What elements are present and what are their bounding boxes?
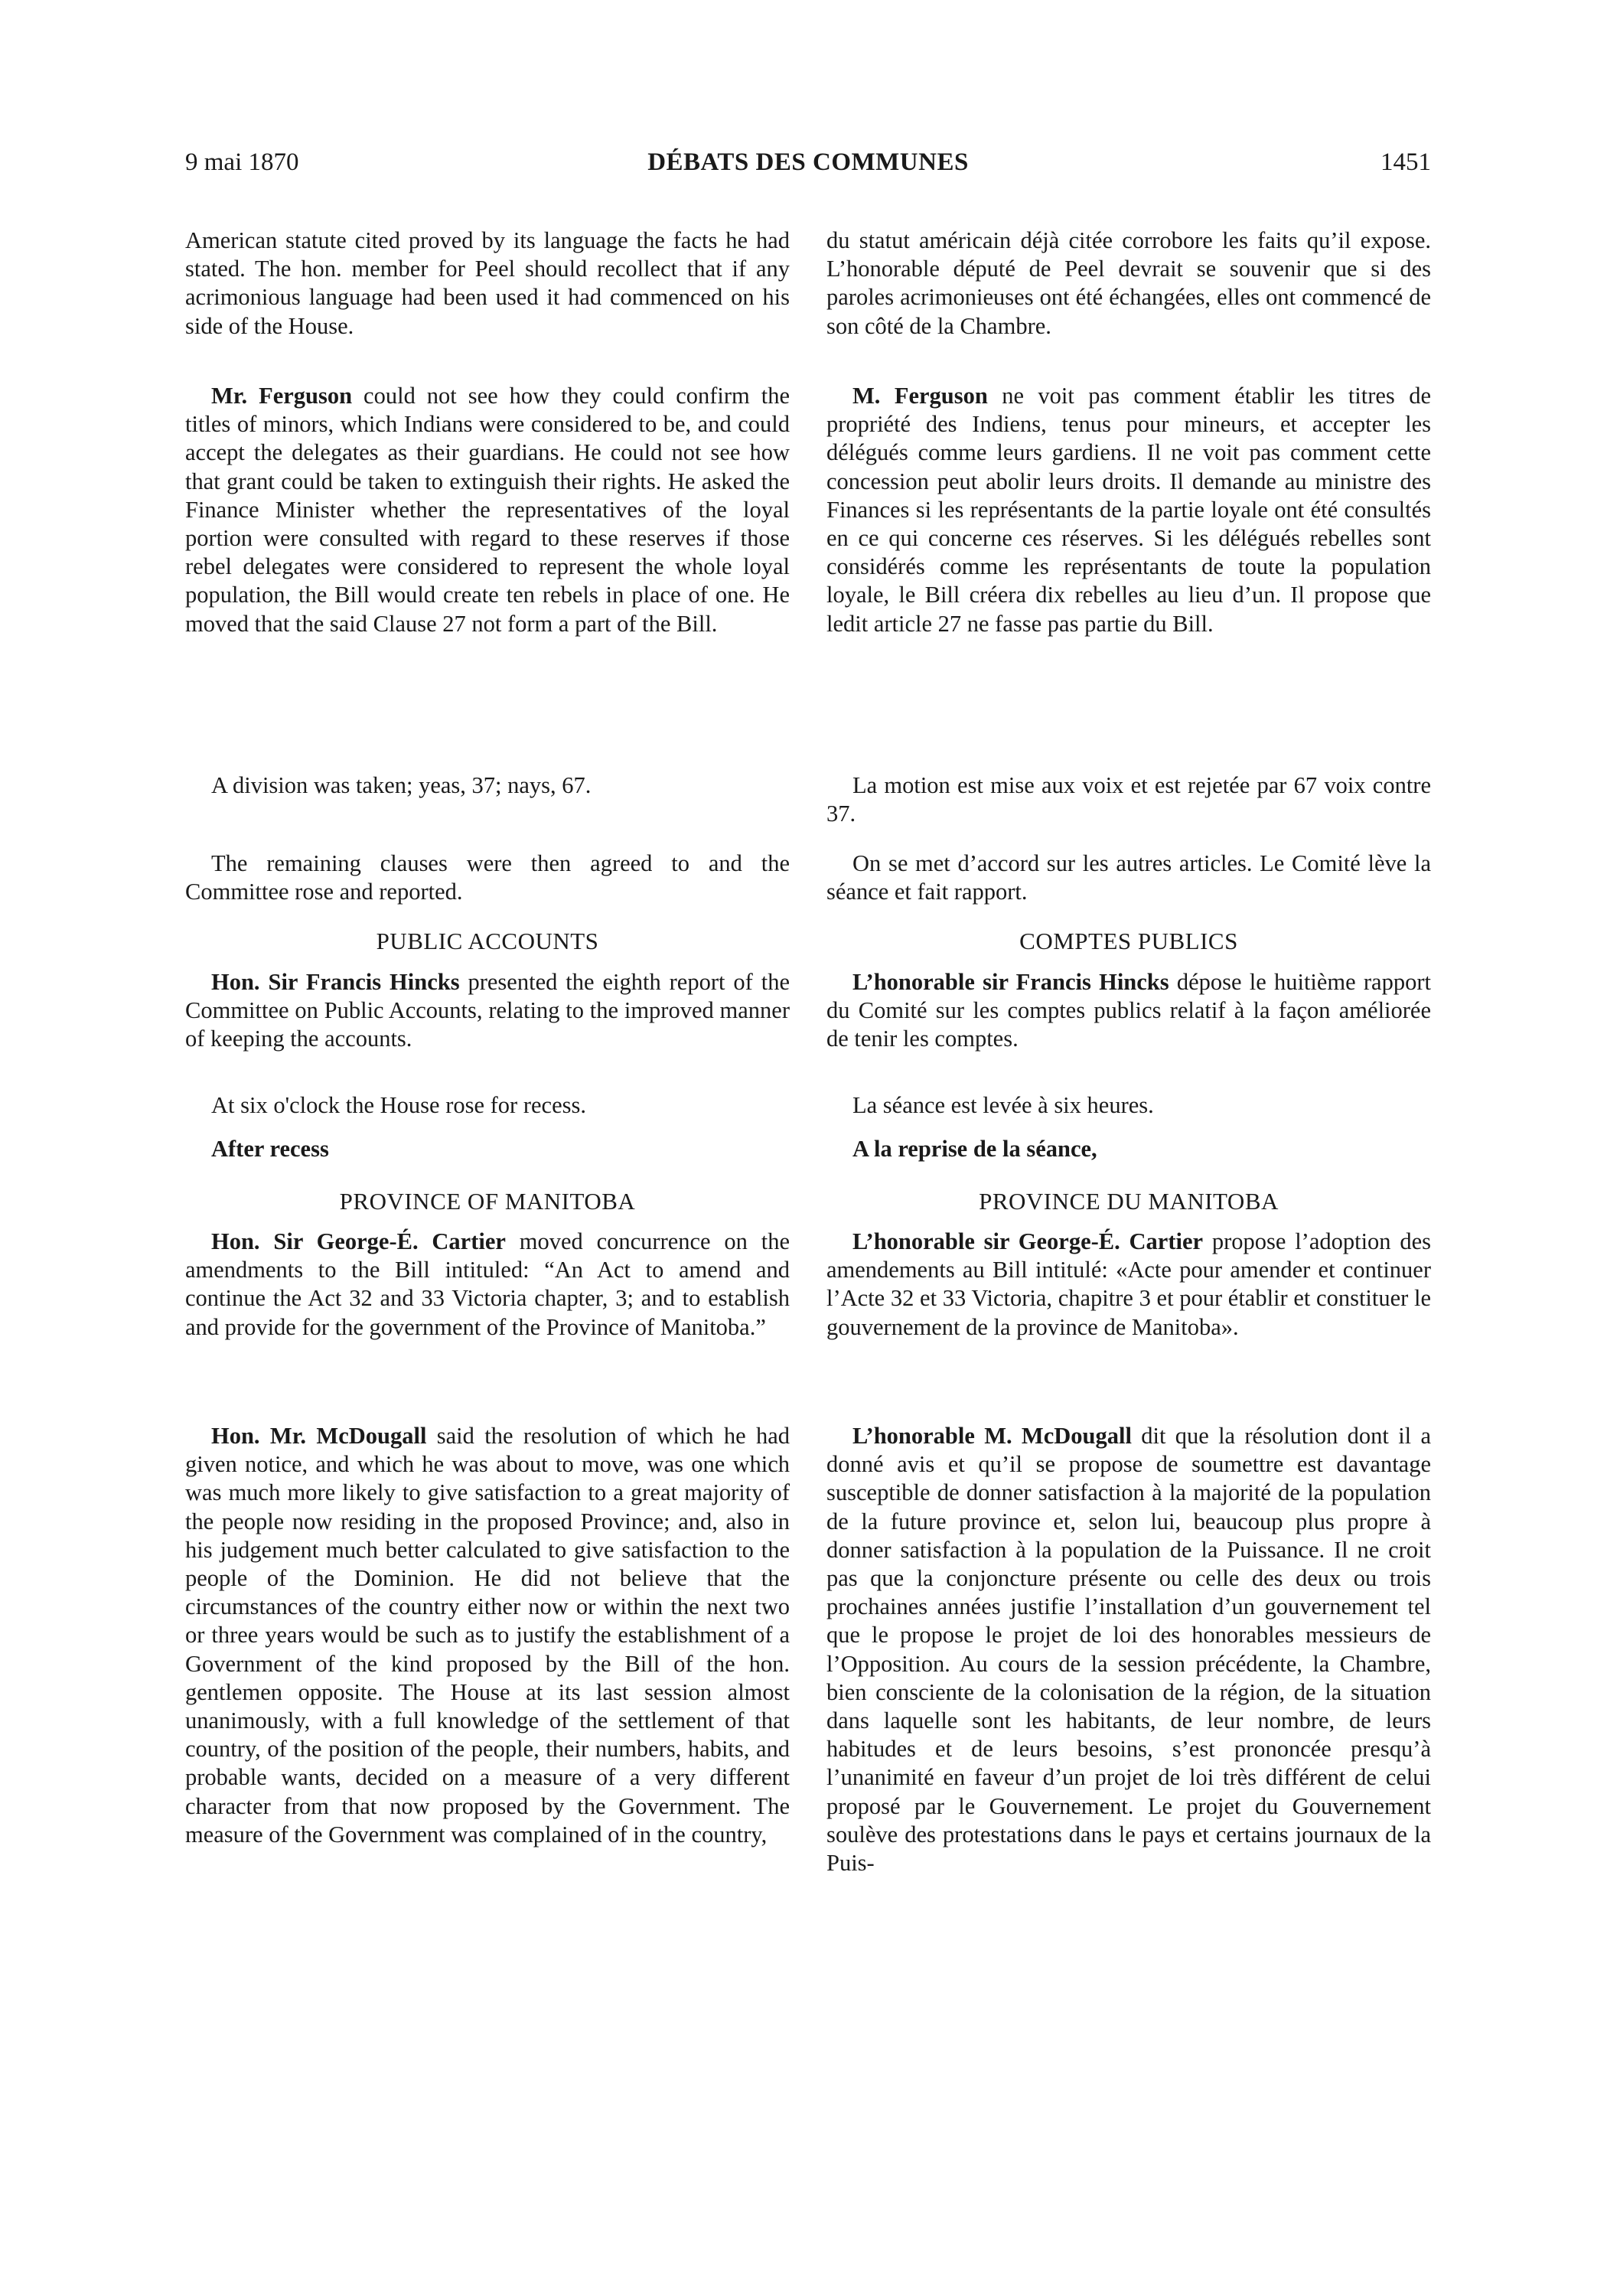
page-number: 1451 — [1380, 148, 1431, 176]
paragraph-ferguson — [185, 382, 790, 638]
paragraph-ferguson — [826, 382, 1431, 638]
paragraph-remaining-clauses: On se met d’accord sur les autres articles. Le Comité lève la séance et fait rapport. — [826, 850, 1431, 905]
speech-text: propose l’adoption des amendements au Bill intitulé: «Acte pour amender et continuer l’Acte 32 et 33 Victoria, chapitre 3 et pour établir et constituer le gouvernement de la province de Manitoba». — [826, 1228, 1432, 1340]
paragraph-after-recess: After recess — [211, 1136, 329, 1162]
speech-text: moved concurrence on the amendments to the Bill intituled: “An Act to amend and continue the Act 32 and 33 Victoria chapter, 3; and to establish and provide for the government of the Province of Manitoba.” — [185, 1228, 790, 1340]
speaker-name: M. Ferguson — [852, 383, 988, 409]
speaker-name: Mr. Ferguson — [211, 383, 353, 409]
speech-text: ne voit pas comment établir les titres de propriété des Indiens, tenus pour mineurs, et accepter les délégués comme leurs gardiens. Il ne voit pas comment cette concession peut abolir leurs droits. Il demande au ministre des Finances si les représentants de la partie loyale ont été consultés en ce qui concerne ces réserves. Si les délégués rebelles sont considérés comme les représentants de toute la population loyale, le Bill créera dix rebelles au lieu d’un. Il propose que ledit article 27 ne fasse pas partie du Bill. — [826, 383, 1431, 637]
speaker-name: L’honorable sir Francis Hincks — [852, 969, 1169, 995]
speech-text: could not see how they could confirm the titles of minors, which Indians were considered to be, and could accept the delegates as their guardians. He could not see how that grant could be taken to extinguish their rights. He asked the Finance Minister whether the representatives of the loyal portion were consulted with regard to these reserves if those rebel delegates were considered to represent the whole loyal population, the Bill would create ten rebels in place of one. He moved that the said Clause 27 not form a part of the Bill. — [185, 383, 790, 637]
paragraph-cartier — [185, 1228, 790, 1342]
speech-text: presented the eighth report of the Committee on Public Accounts, relating to the improved manner of keeping the accounts. — [185, 969, 790, 1052]
paragraph-division: A division was taken; yeas, 37; nays, 67. — [211, 772, 592, 798]
speaker-name: L’honorable M. McDougall — [852, 1423, 1132, 1449]
speech-text: dit que la résolution dont il a donné avis et qu’il se propose de soumettre est davantage susceptible de donner satisfaction à la majorité de la population de la future province et, selon lui, beaucoup plus propre à donner satisfaction à la population de la Puissance. Il ne croit pas que la conjoncture présente ou celle des deux ou trois prochaines années justifie l’installation d’un gouvernement tel que le propose le projet de loi des honorables messieurs de l’Opposition. Au cours de la session précédente, la Chambre, bien consciente de la colonisation de la région, de la situation dans laquelle sont les habitants, de leur nombre, de leurs habitudes et de leurs besoins, s’est prononcée presqu’à l’unanimité en faveur d’un projet de loi très différent de celui proposé par le Gouvernement. Le projet du Gouvernement soulève des protestations dans le pays et certains journaux de la Puis- — [826, 1423, 1431, 1877]
paragraph-hincks — [185, 968, 790, 1054]
speaker-name: L’honorable sir George-É. Cartier — [852, 1228, 1204, 1254]
paragraph-mcdougall — [826, 1422, 1431, 1877]
speech-text: said the resolution of which he had given notice, and which he was about to move, was one which was much more likely to give satisfaction to a great majority of the people now residing in the proposed Province; and, also in his judgement much better calculated to give satisfaction to the people of the Dominion. He did not believe that the circumstances of the country either now or within the next two or three years would be such as to justify the establishment of a Government of the kind proposed by the Bill of the hon. gentlemen opposite. The House at its last session almost unanimously, with a full knowledge of the settlement of that country, of the position of the people, their numbers, habits, and probable wants, decided on a measure of a very different character from that now proposed by the Government. The measure of the Government was complained of in the country, — [185, 1423, 790, 1848]
paragraph-recess: At six o'clock the House rose for recess. — [211, 1092, 586, 1118]
paragraph-mcdougall — [185, 1422, 790, 1849]
paragraph-recess: La séance est levée à six heures. — [852, 1092, 1154, 1118]
paragraph-continuation: du statut américain déjà citée corrobore les faits qu’il expose. L’honorable député de Peel devrait se souvenir que si des paroles acrimonieuses ont été échangées, elles ont commencé de son côté de la Chambre. — [826, 227, 1431, 339]
header-title: DÉBATS DES COMMUNES — [647, 148, 969, 176]
section-heading-public-accounts: PUBLIC ACCOUNTS — [376, 928, 599, 954]
section-heading-manitoba: PROVINCE DU MANITOBA — [979, 1188, 1279, 1215]
section-heading-manitoba: PROVINCE OF MANITOBA — [339, 1188, 636, 1215]
section-heading-public-accounts: COMPTES PUBLICS — [1019, 928, 1238, 954]
running-header — [185, 147, 1431, 185]
paragraph-hincks — [826, 968, 1431, 1054]
speech-text: dépose le huitième rapport du Comité sur les comptes publics relatif à la façon améliorée de tenir les comptes. — [826, 969, 1431, 1052]
paragraph-cartier — [826, 1228, 1431, 1342]
speaker-name: Hon. Sir Francis Hincks — [211, 969, 460, 995]
paragraph-continuation: American statute cited proved by its language the facts he had stated. The hon. member for Peel should recollect that if any acrimonious language had been used it had commenced on his side of the House. — [185, 227, 790, 339]
speaker-name: Hon. Mr. McDougall — [211, 1423, 427, 1449]
header-date: 9 mai 1870 — [185, 148, 299, 176]
speaker-name: Hon. Sir George-É. Cartier — [211, 1228, 506, 1254]
paragraph-division: La motion est mise aux voix et est rejetée par 67 voix contre 37. — [826, 772, 1431, 827]
paragraph-after-recess: A la reprise de la séance, — [852, 1136, 1097, 1162]
paragraph-remaining-clauses: The remaining clauses were then agreed to and the Committee rose and reported. — [185, 850, 790, 905]
